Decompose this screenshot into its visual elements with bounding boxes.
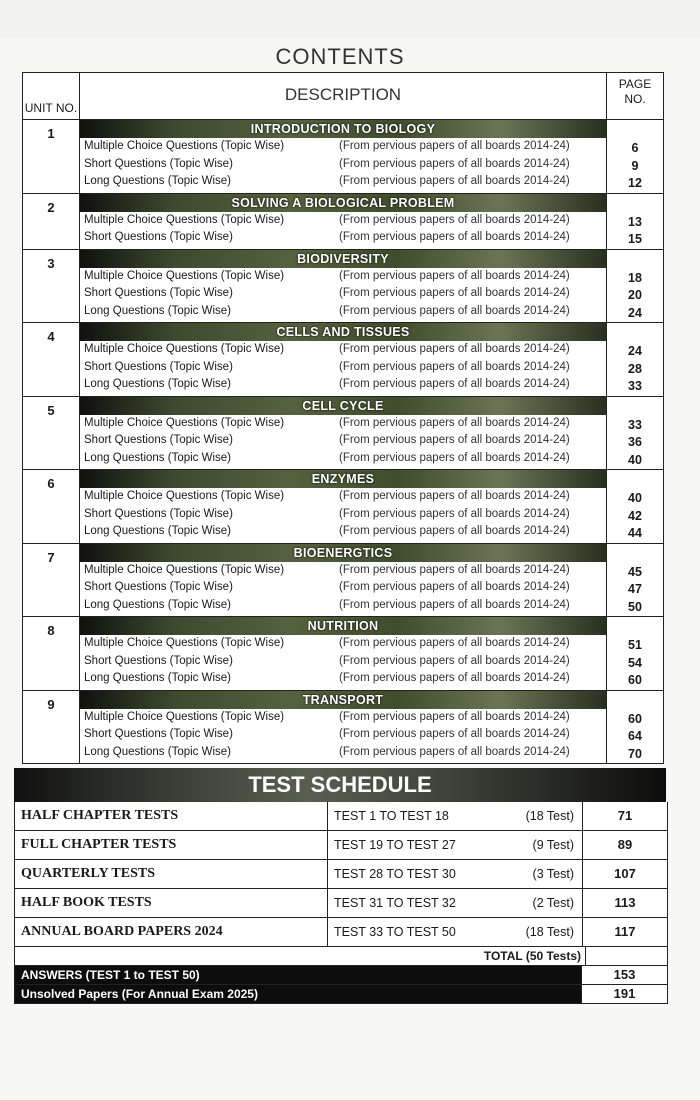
unit-no-header: UNIT NO. <box>23 73 80 119</box>
test-schedule-rows <box>15 802 667 947</box>
contents-row <box>80 562 606 580</box>
table-header <box>23 73 663 120</box>
question-type: Multiple Choice Questions (Topic Wise) <box>84 490 285 502</box>
question-type: Short Questions (Topic Wise) <box>84 654 233 667</box>
test-category: QUARTERLY TESTS <box>15 860 328 888</box>
page-number: 64 <box>628 729 642 743</box>
unit-section <box>23 470 663 544</box>
unit-pages <box>606 470 663 543</box>
contents-row <box>80 744 606 762</box>
question-type: Multiple Choice Questions (Topic Wise) <box>84 710 285 723</box>
unit-pages <box>606 544 663 617</box>
test-category: ANNUAL BOARD PAPERS 2024 <box>15 918 328 946</box>
question-type: Short Questions (Topic Wise) <box>84 507 233 520</box>
page-number: 12 <box>628 176 642 190</box>
unsolved-label: Unsolved Papers (For Annual Exam 2025) <box>15 985 581 1003</box>
unit-section <box>23 323 663 397</box>
unit-number: 8 <box>23 617 80 690</box>
unit-number: 3 <box>23 250 80 323</box>
question-type: Short Questions (Topic Wise) <box>84 231 233 243</box>
unit-body <box>80 250 606 323</box>
contents-table <box>22 72 664 764</box>
unit-section <box>23 617 663 691</box>
question-type: Long Questions (Topic Wise) <box>84 175 232 187</box>
unit-number: 2 <box>23 194 80 249</box>
test-schedule-row <box>15 918 667 947</box>
answers-label: ANSWERS (TEST 1 to TEST 50) <box>15 966 581 984</box>
page-number: 40 <box>628 491 642 505</box>
source-note: (From pervious papers of all boards 2014-24) <box>339 157 570 170</box>
contents-row <box>80 173 606 191</box>
page-number: 15 <box>628 232 642 246</box>
page-number: 18 <box>628 270 642 285</box>
question-type: Short Questions (Topic Wise) <box>84 434 233 446</box>
unit-body <box>80 120 606 193</box>
question-type: Short Questions (Topic Wise) <box>84 157 233 170</box>
unit-pages <box>606 617 663 690</box>
question-type: Long Questions (Topic Wise) <box>84 525 232 537</box>
contents-row <box>80 726 606 744</box>
source-note: (From pervious papers of all boards 2014-24) <box>339 637 570 649</box>
question-type: Long Questions (Topic Wise) <box>84 451 232 464</box>
answers-page: 153 <box>581 966 667 984</box>
test-count: (3 Test) <box>482 860 583 888</box>
unit-title-banner: TRANSPORT <box>80 691 606 709</box>
unit-title-banner: NUTRITION <box>80 617 606 635</box>
test-range: TEST 28 TO TEST 30 <box>334 867 456 881</box>
page-number: 24 <box>628 305 642 320</box>
source-note: (From pervious papers of all boards 2014-24) <box>339 287 570 299</box>
contents-row <box>80 268 606 286</box>
test-category: HALF CHAPTER TESTS <box>15 802 328 830</box>
source-note: (From pervious papers of all boards 2014-24) <box>339 434 570 446</box>
unit-pages <box>606 397 663 470</box>
question-type: Multiple Choice Questions (Topic Wise) <box>84 213 285 226</box>
unit-title-banner: CELL CYCLE <box>80 397 606 415</box>
contents-row <box>80 450 606 468</box>
question-type: Multiple Choice Questions (Topic Wise) <box>84 343 285 355</box>
total-row <box>15 947 667 965</box>
test-schedule-table <box>14 802 668 1004</box>
source-note: (From pervious papers of all boards 2014-24) <box>339 231 570 243</box>
test-schedule-row <box>15 860 667 889</box>
question-type: Long Questions (Topic Wise) <box>84 378 232 390</box>
source-note: (From pervious papers of all boards 2014-24) <box>339 451 570 464</box>
test-page: 113 <box>614 895 636 910</box>
contents-row <box>80 670 606 688</box>
unit-pages <box>606 120 663 193</box>
question-type: Multiple Choice Questions (Topic Wise) <box>84 563 285 576</box>
unit-number: 7 <box>23 544 80 617</box>
contents-row <box>80 432 606 450</box>
unit-number: 6 <box>23 470 80 543</box>
unit-section <box>23 544 663 618</box>
source-note: (From pervious papers of all boards 2014-24) <box>339 416 570 429</box>
test-schedule-row <box>15 831 667 860</box>
test-page: 117 <box>614 924 636 939</box>
source-note: (From pervious papers of all boards 2014-24) <box>339 490 570 502</box>
source-note: (From pervious papers of all boards 2014-24) <box>339 563 570 576</box>
unit-body <box>80 470 606 543</box>
page-number: 51 <box>628 638 642 652</box>
unit-number: 9 <box>23 691 80 764</box>
page-number: 60 <box>628 711 642 726</box>
page-number: 45 <box>628 564 642 579</box>
contents-row <box>80 138 606 156</box>
contents-row <box>80 709 606 727</box>
unit-title-banner: BIOENERGTICS <box>80 544 606 562</box>
unit-body <box>80 691 606 764</box>
contents-row <box>80 156 606 174</box>
contents-row <box>80 635 606 653</box>
unit-body <box>80 544 606 617</box>
test-count: (18 Test) <box>482 918 583 946</box>
source-note: (From pervious papers of all boards 2014-24) <box>339 343 570 355</box>
unit-section <box>23 250 663 324</box>
page-number: 9 <box>631 158 639 173</box>
test-page: 71 <box>617 808 633 823</box>
test-range: TEST 19 TO TEST 27 <box>334 838 456 852</box>
source-note: (From pervious papers of all boards 2014-24) <box>339 213 570 226</box>
source-note: (From pervious papers of all boards 2014-24) <box>339 507 570 520</box>
unit-title-banner: ENZYMES <box>80 470 606 488</box>
test-category: HALF BOOK TESTS <box>15 889 328 917</box>
page-title: CONTENTS <box>275 44 405 69</box>
unit-body <box>80 617 606 690</box>
source-note: (From pervious papers of all boards 2014-24) <box>339 304 570 317</box>
unit-title-banner: INTRODUCTION TO BIOLOGY <box>80 120 606 138</box>
test-page: 89 <box>617 837 633 852</box>
page-no-header: PAGE NO. <box>606 73 663 119</box>
units-list <box>23 120 663 763</box>
unit-title-banner: BIODIVERSITY <box>80 250 606 268</box>
page-number: 42 <box>628 508 642 523</box>
unit-number: 4 <box>23 323 80 396</box>
unit-pages <box>606 250 663 323</box>
test-range: TEST 1 TO TEST 18 <box>334 809 449 823</box>
contents-row <box>80 415 606 433</box>
source-note: (From pervious papers of all boards 2014-24) <box>339 728 570 740</box>
contents-row <box>80 359 606 377</box>
description-header: DESCRIPTION <box>284 85 402 104</box>
contents-row <box>80 488 606 506</box>
question-type: Short Questions (Topic Wise) <box>84 581 233 593</box>
source-note: (From pervious papers of all boards 2014-24) <box>339 581 570 593</box>
source-note: (From pervious papers of all boards 2014-24) <box>339 710 570 723</box>
page-number: 20 <box>628 288 642 302</box>
contents-row <box>80 506 606 524</box>
source-note: (From pervious papers of all boards 2014-24) <box>339 360 570 373</box>
question-type: Long Questions (Topic Wise) <box>84 598 232 611</box>
source-note: (From pervious papers of all boards 2014-24) <box>339 745 570 758</box>
contents-row <box>80 341 606 359</box>
page-number: 50 <box>628 599 642 614</box>
total-label: TOTAL (50 Tests) <box>469 947 586 965</box>
source-note: (From pervious papers of all boards 2014-24) <box>339 598 570 611</box>
test-range: TEST 33 TO TEST 50 <box>334 925 456 939</box>
test-page: 107 <box>614 866 636 881</box>
page-number: 33 <box>628 417 642 432</box>
question-type: Multiple Choice Questions (Topic Wise) <box>84 140 285 152</box>
question-type: Multiple Choice Questions (Topic Wise) <box>84 416 285 429</box>
unit-body <box>80 397 606 470</box>
unsolved-row <box>15 984 667 1003</box>
question-type: Long Questions (Topic Wise) <box>84 745 232 758</box>
unit-pages <box>606 323 663 396</box>
source-note: (From pervious papers of all boards 2014-24) <box>339 175 570 187</box>
question-type: Short Questions (Topic Wise) <box>84 728 233 740</box>
test-schedule-title: TEST SCHEDULE <box>14 768 666 802</box>
source-note: (From pervious papers of all boards 2014-24) <box>339 140 570 152</box>
page-number: 70 <box>628 746 642 761</box>
unsolved-page: 191 <box>581 985 667 1003</box>
question-type: Long Questions (Topic Wise) <box>84 672 232 684</box>
page-number: 24 <box>628 344 642 358</box>
contents-row <box>80 229 606 247</box>
contents-row <box>80 653 606 671</box>
question-type: Multiple Choice Questions (Topic Wise) <box>84 269 285 282</box>
contents-row <box>80 212 606 230</box>
contents-row <box>80 376 606 394</box>
contents-row <box>80 523 606 541</box>
unit-section <box>23 194 663 250</box>
unit-body <box>80 323 606 396</box>
page-number: 54 <box>628 655 642 670</box>
unit-title-banner: CELLS AND TISSUES <box>80 323 606 341</box>
test-count: (9 Test) <box>482 831 583 859</box>
contents-row <box>80 285 606 303</box>
unit-section <box>23 397 663 471</box>
page-number: 60 <box>628 673 642 687</box>
question-type: Short Questions (Topic Wise) <box>84 360 233 373</box>
unit-section <box>23 691 663 764</box>
source-note: (From pervious papers of all boards 2014-24) <box>339 378 570 390</box>
question-type: Short Questions (Topic Wise) <box>84 287 233 299</box>
test-category: FULL CHAPTER TESTS <box>15 831 328 859</box>
contents-row <box>80 579 606 597</box>
unit-number: 1 <box>23 120 80 193</box>
source-note: (From pervious papers of all boards 2014-24) <box>339 672 570 684</box>
contents-row <box>80 303 606 321</box>
page-number: 13 <box>628 214 642 229</box>
source-note: (From pervious papers of all boards 2014-24) <box>339 654 570 667</box>
test-schedule-row <box>15 889 667 918</box>
unit-pages <box>606 691 663 764</box>
unit-number: 5 <box>23 397 80 470</box>
page-number: 6 <box>631 141 639 155</box>
unit-pages <box>606 194 663 249</box>
unit-section <box>23 120 663 194</box>
source-note: (From pervious papers of all boards 2014-24) <box>339 525 570 537</box>
answers-row <box>15 965 667 984</box>
page-number: 40 <box>628 452 642 467</box>
contents-row <box>80 597 606 615</box>
unit-title-banner: SOLVING A BIOLOGICAL PROBLEM <box>80 194 606 212</box>
test-range: TEST 31 TO TEST 32 <box>334 896 456 910</box>
test-count: (18 Test) <box>482 802 583 830</box>
page-number: 44 <box>628 526 642 540</box>
page-number: 36 <box>628 435 642 449</box>
test-schedule-row <box>15 802 667 831</box>
page-number: 33 <box>628 379 642 393</box>
unit-body <box>80 194 606 249</box>
question-type: Long Questions (Topic Wise) <box>84 304 232 317</box>
question-type: Multiple Choice Questions (Topic Wise) <box>84 637 285 649</box>
page-number: 28 <box>628 361 642 376</box>
source-note: (From pervious papers of all boards 2014-24) <box>339 269 570 282</box>
page-number: 47 <box>628 582 642 596</box>
test-count: (2 Test) <box>482 889 583 917</box>
